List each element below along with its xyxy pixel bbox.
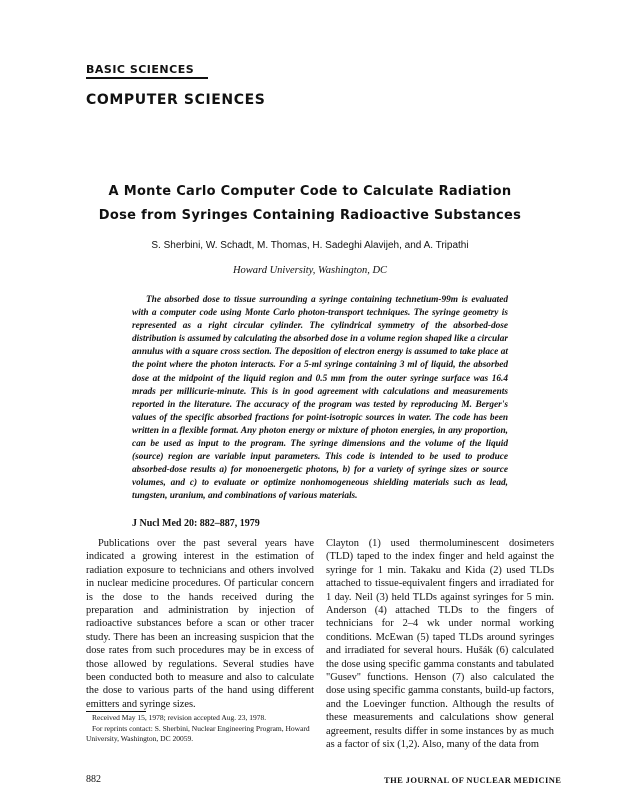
footnote-received: Received May 15, 1978; revision accepted Aug. 23, 1978.: [92, 713, 267, 722]
body-column-left: Publications over the past several years have indicated a growing interest in the estimation of radiation exposure to technicians and others involved in nuclear medicine procedures. Of particular concern is the dose to the hands received during the preparation and administration by injection of radioactive substances before a scan or other tracer study. There has been an increasing suspicion that the dose rates from such procedures may be in excess of those allowed by regulations. Several studies have been conducted both to measure and also to calculate the dose to various parts of the hand using different emitters and syringe sizes.: [86, 538, 314, 710]
affiliation: Howard University, Washington, DC: [232, 265, 388, 276]
article-title-line-2: Dose from Syringes Containing Radioactive Substances: [98, 208, 522, 223]
article-title-line-1: A Monte Carlo Computer Code to Calculate Radiation: [108, 184, 512, 199]
body-column-right: Clayton (1) used thermoluminescent dosimeters (TLD) taped to the index finger and held against the syringe for 1 min. Takaku and Kida (2) used TLDs attached to tissue-equivalent fingers and irradiated for 1 day. Neil (3) held TLDs against syringes for 5 min. Anderson (4) attached TLDs to the fingers of technicians for 2–4 wk under normal working conditions. McEwan (5) taped TLDs around syringes and irradiated for several hours. Hušák (6) calculated the dose using specific gamma constants and tabulated "Gusev" functions. Henson (7) also calculated the dose using specific gamma constants, build-up factors, and the Loevinger function. Although the results of these measurements and calculations show general agreement, results differ in some instances by as much as a factor of six (1,2). Also, many of the data from: [326, 538, 554, 751]
journal-citation: J Nucl Med 20: 882–887, 1979: [132, 518, 260, 529]
footnote-reprints: For reprints contact: S. Sherbini, Nuclear Engineering Program, Howard University, Washington, DC 20059.: [86, 724, 310, 743]
abstract: The absorbed dose to tissue surrounding a syringe containing technetium-99m is evaluated with a computer code using Monte Carlo photon-transport techniques. The syringe geometry is represented as a right circular cylinder. The cylindrical symmetry of the absorbed-dose distribution is assumed by calculating the absorbed dose in a volume region shaped like a circular annulus with a square cross section. The deposition of electron energy is assumed to take place at the point where the photon interacts. For a 5-ml syringe containing 3 ml of liquid, the absorbed dose at the midpoint of the liquid region and 0.5 mm from the outer syringe surface was 16.4 mrads per millicurie-minute. This is in good agreement with calculations and measurements reported in the literature. The accuracy of the program was tested by reproducing M. Berger's values of the specific absorbed fractions for point-isotropic sources in water. The code has been written in a flexible format. Any photon energy or mixture of photon energies, in any proportion, can be used as input to the program. The syringe dimensions and the volume of the liquid (source) region are variable input parameters. This code is intended to be used to produce absorbed-dose results a) for monoenergetic photons, b) for a variety of syringe sizes or source volumes, and c) to evaluate or optimize nonhomogeneous shielding materials such as lead, tungsten, uranium, and combinations of various materials.: [132, 295, 508, 502]
subsection-heading: COMPUTER SCIENCES: [86, 92, 266, 108]
section-underline: [86, 77, 208, 79]
page-number: 882: [86, 774, 101, 785]
running-footer-journal: THE JOURNAL OF NUCLEAR MEDICINE: [384, 775, 562, 785]
footnote-divider: [86, 711, 146, 712]
section-heading: BASIC SCIENCES: [86, 63, 195, 76]
author-list: S. Sherbini, W. Schadt, M. Thomas, H. Sadeghi Alavijeh, and A. Tripathi: [151, 240, 469, 251]
